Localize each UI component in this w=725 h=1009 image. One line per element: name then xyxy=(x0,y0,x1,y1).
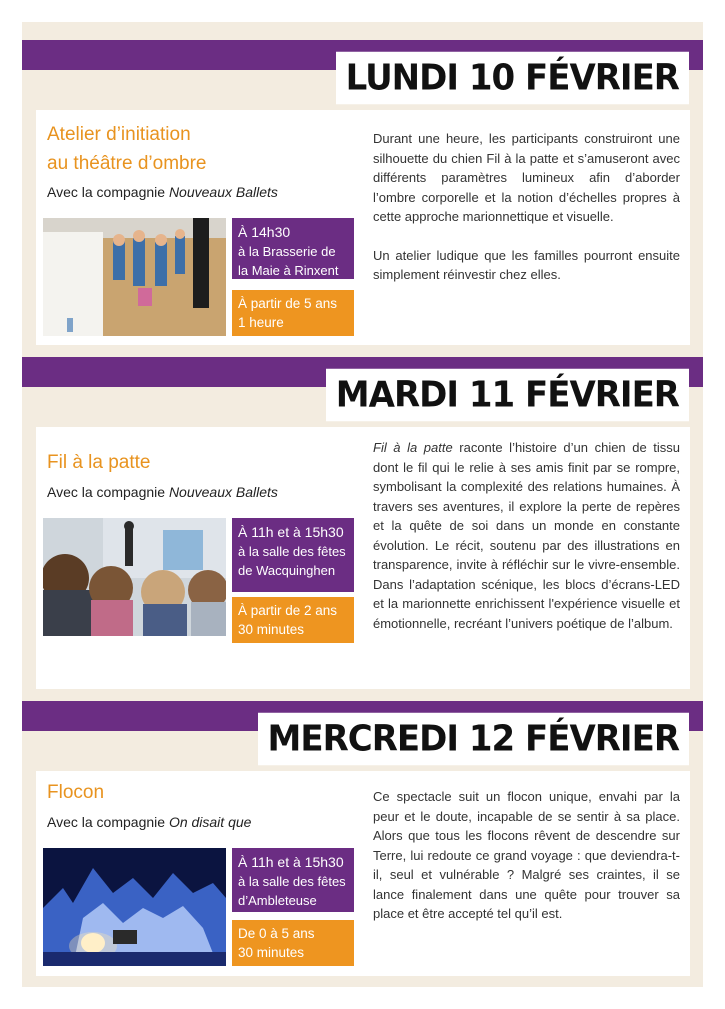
event-venue-line2: de Wacquinghen xyxy=(238,563,336,578)
event-title: Flocon xyxy=(47,782,105,803)
event-title: Fil à la patte xyxy=(47,452,151,473)
event-company: Avec la compagnie Nouveaux Ballets xyxy=(47,484,278,500)
event-info-time-venue xyxy=(232,218,354,279)
event-age: À partir de 5 ans xyxy=(238,296,338,311)
event-duration: 30 minutes xyxy=(238,622,305,637)
event-company: Avec la compagnie On disait que xyxy=(47,814,252,830)
event-description-p2: Un atelier ludique que les familles pourront ensuite simplement réinvestir chez elles. xyxy=(373,247,680,282)
event-photo-children-audience xyxy=(43,518,226,636)
event-description-p1: Durant une heure, les participants construiront une silhouette du chien Fil à la patte et s’amuseront avec différents paramètres lumineux afin d’aborder l’ombre corporelle et la notion d’échelles propres à cette approche marionnettique et visuelle. xyxy=(373,131,680,224)
event-company: Avec la compagnie Nouveaux Ballets xyxy=(47,184,278,200)
day-title-mardi: MARDI 11 FÉVRIER xyxy=(326,369,689,422)
event-title-line2: au théâtre d’ombre xyxy=(47,153,207,174)
event-description-p1: Ce spectacle suit un flocon unique, envahi par la peur et le doute, incapable de se sentir à sa place. Alors que tous les flocons rêvent de descendre sur Terre, lui redoute ce grand voyage : que deviendra-t-il, seul et vulnérable ? Malgré ses craintes, il se lance finalement dans une quête pour trouver sa place et être accepté tel qu’il est. xyxy=(373,789,680,921)
event-venue-line1: à la salle des fêtes xyxy=(238,874,346,889)
event-info-age-duration xyxy=(232,597,354,643)
day-title-mercredi: MERCREDI 12 FÉVRIER xyxy=(258,713,689,766)
company-name: Nouveaux Ballets xyxy=(168,184,278,200)
event-time: À 14h30 xyxy=(238,224,291,240)
company-name: Nouveaux Ballets xyxy=(168,484,278,500)
company-name: On disait que xyxy=(168,814,252,830)
book-title: Fil à la patte xyxy=(373,440,453,455)
event-age: À partir de 2 ans xyxy=(238,603,338,618)
event-photo-flocon-stage xyxy=(43,848,226,966)
event-time: À 11h et à 15h30 xyxy=(238,524,344,540)
event-venue-line1: à la salle des fêtes xyxy=(238,544,346,559)
event-info-age-duration xyxy=(232,920,354,966)
event-description xyxy=(373,438,680,652)
event-description-p1: raconte l’histoire d’un chien de tissu dont le fil qui le relie à ses amis finit par se rompre, symbolisant la complexité des relations humaines. À travers ses aventures, il explore la perte de repères et la quête de soi dans un monde en constante évolution. Le récit, soutenu par des illustrations en transparence, invite à réfléchir sur le vivre-ensemble. Dans l’adaptation scénique, les blocs d’écrans-LED et la marionnette enrichissent l'expérience visuelle et émotionnelle, recréant l’univers poétique de l’album. xyxy=(373,440,680,631)
event-card-flocon xyxy=(36,771,690,976)
event-duration: 30 minutes xyxy=(238,945,305,960)
event-description xyxy=(373,129,680,304)
program-page xyxy=(22,22,703,987)
event-age: De 0 à 5 ans xyxy=(238,926,315,941)
event-photo-shadow-puppets xyxy=(43,218,226,336)
event-info-time-venue xyxy=(232,848,354,912)
event-description xyxy=(373,787,680,943)
event-venue-line2: la Maie à Rinxent xyxy=(238,263,339,278)
event-venue-line1: à la Brasserie de xyxy=(238,244,336,259)
event-venue-line2: d’Ambleteuse xyxy=(238,893,317,908)
event-time: À 11h et à 15h30 xyxy=(238,854,344,870)
event-duration: 1 heure xyxy=(238,315,284,330)
event-title-line1: Atelier d’initiation xyxy=(47,124,191,145)
event-card-fil-a-la-patte xyxy=(36,427,690,689)
event-info-age-duration xyxy=(232,290,354,336)
event-title xyxy=(47,120,347,178)
day-title-lundi: LUNDI 10 FÉVRIER xyxy=(336,52,689,105)
event-card-atelier xyxy=(36,110,690,345)
event-info-time-venue xyxy=(232,518,354,592)
